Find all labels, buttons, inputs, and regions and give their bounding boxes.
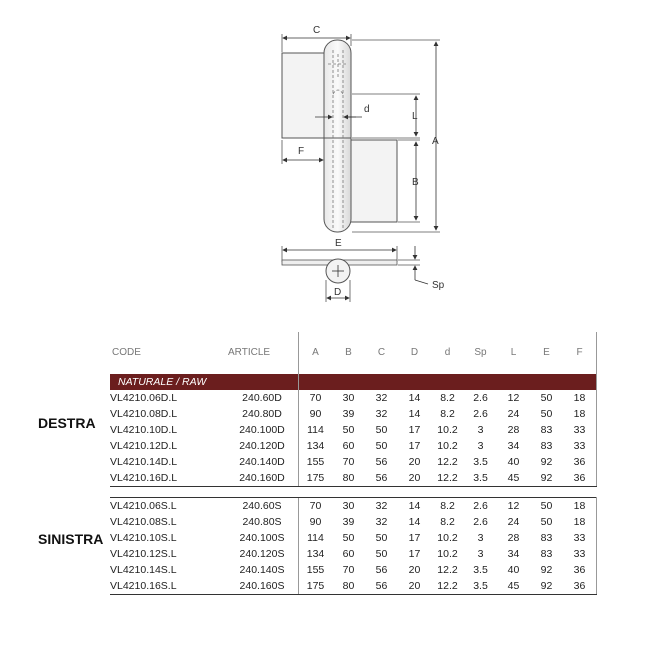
dim-label-c: C (313, 25, 321, 36)
row-value: 80 (332, 470, 365, 487)
row-value: 83 (540, 548, 553, 560)
row-value: 70 (342, 564, 355, 576)
row-value: 12.2 (431, 470, 464, 487)
row-value: 17 (408, 440, 421, 452)
finish-band-row (110, 374, 597, 390)
row-value: 2.6 (464, 498, 497, 515)
row-value: 114 (299, 422, 333, 438)
row-value: 8.2 (440, 516, 455, 528)
row-value: 20 (408, 564, 421, 576)
row-value: 33 (563, 422, 597, 438)
row-value: 12.2 (431, 578, 464, 595)
row-value: 3 (477, 548, 484, 560)
row-code: VL4210.10D.L (110, 424, 178, 436)
row-value: 17 (408, 548, 421, 560)
table-row (110, 406, 597, 422)
row-value: 50 (342, 424, 355, 436)
table-row (110, 390, 597, 406)
band-cell (431, 374, 464, 390)
row-article: 240.80S (242, 516, 282, 528)
row-value: 40 (507, 564, 520, 576)
row-value: 175 (299, 470, 333, 487)
row-article: 240.160D (226, 470, 299, 487)
row-value: 30 (342, 392, 355, 404)
band-cell (398, 374, 431, 390)
row-value: 24 (507, 516, 520, 528)
header-col: C (377, 347, 386, 358)
table-row (110, 562, 597, 578)
header-col: L (510, 347, 517, 358)
band-cell (497, 374, 530, 390)
spacer-cell (110, 487, 597, 498)
table-row (110, 578, 597, 595)
table-row (110, 546, 597, 562)
row-code: VL4210.08S.L (110, 516, 177, 528)
row-value: 56 (375, 564, 388, 576)
spec-table (110, 332, 597, 595)
row-value: 50 (540, 408, 553, 420)
row-value: 20 (408, 456, 421, 468)
row-value: 50 (342, 532, 355, 544)
row-value: 14 (408, 408, 421, 420)
row-value: 3.5 (473, 456, 488, 468)
row-code: VL4210.06D.L (110, 392, 178, 404)
row-value: 8.2 (440, 392, 455, 404)
row-value: 2.6 (473, 516, 488, 528)
row-value: 33 (563, 530, 597, 546)
row-value: 92 (540, 564, 553, 576)
row-value: 56 (375, 456, 388, 468)
band-cell (365, 374, 398, 390)
row-value: 92 (530, 470, 563, 487)
upper-leaf (282, 53, 325, 138)
row-code: VL4210.14D.L (110, 456, 178, 468)
row-article: 240.160S (226, 578, 299, 595)
side-label-destra: DESTRA (38, 415, 96, 431)
dim-label-a: A (432, 136, 439, 147)
row-value: 70 (299, 498, 333, 515)
table-row (110, 422, 597, 438)
row-value: 34 (507, 440, 520, 452)
row-value: 92 (530, 578, 563, 595)
row-value: 30 (332, 498, 365, 515)
row-value: 175 (299, 578, 333, 595)
row-value: 10.2 (437, 440, 458, 452)
row-article: 240.60S (226, 498, 299, 515)
row-article: 240.140D (239, 456, 285, 468)
row-article: 240.80D (242, 408, 282, 420)
row-value: 60 (342, 440, 355, 452)
row-code: VL4210.08D.L (110, 408, 178, 420)
hinge-barrel (324, 40, 351, 232)
row-value: 14 (408, 392, 421, 404)
row-value: 2.6 (473, 408, 488, 420)
row-value: 155 (299, 454, 333, 470)
row-value: 10.2 (437, 424, 458, 436)
header-col: B (345, 347, 352, 358)
row-value: 18 (563, 514, 597, 530)
row-value: 28 (507, 424, 520, 436)
row-value: 3 (477, 532, 484, 544)
row-value: 10.2 (437, 548, 458, 560)
header-col: Sp (474, 347, 487, 358)
row-code: VL4210.16S.L (110, 578, 226, 595)
header-col: A (299, 332, 333, 374)
row-code: VL4210.12D.L (110, 440, 178, 452)
row-article: 240.120S (239, 548, 285, 560)
row-value: 50 (375, 548, 388, 560)
lower-leaf (350, 140, 397, 222)
row-value: 80 (332, 578, 365, 595)
row-value: 60 (342, 548, 355, 560)
row-value: 3.5 (464, 578, 497, 595)
row-value: 14 (398, 498, 431, 515)
row-value: 8.2 (440, 408, 455, 420)
row-value: 8.2 (431, 498, 464, 515)
table-row (110, 438, 597, 454)
header-col: F (563, 332, 597, 374)
row-value: 45 (497, 470, 530, 487)
table-row (110, 530, 597, 546)
row-value: 24 (507, 408, 520, 420)
band-cell (563, 374, 597, 390)
dim-label-f: F (298, 146, 305, 157)
dim-label-d-big: D (334, 287, 342, 298)
row-value: 18 (563, 498, 597, 515)
row-code: VL4210.06S.L (110, 498, 226, 515)
row-article: 240.100D (239, 424, 285, 436)
header-col: d (444, 347, 451, 358)
row-value: 18 (563, 406, 597, 422)
row-value: 3.5 (473, 564, 488, 576)
row-code: VL4210.14S.L (110, 564, 177, 576)
row-value: 50 (530, 498, 563, 515)
row-value: 155 (299, 562, 333, 578)
row-value: 36 (563, 562, 597, 578)
row-value: 36 (563, 470, 597, 487)
row-value: 50 (375, 440, 388, 452)
row-value: 3.5 (464, 470, 497, 487)
row-value: 33 (563, 546, 597, 562)
row-value: 10.2 (437, 532, 458, 544)
row-article: 240.100S (239, 532, 285, 544)
band-cell (464, 374, 497, 390)
row-value: 39 (342, 408, 355, 420)
table-row (110, 454, 597, 470)
row-value: 90 (299, 514, 333, 530)
dim-label-e: E (335, 238, 342, 249)
dim-label-b: B (412, 177, 419, 188)
row-value: 56 (365, 578, 398, 595)
row-value: 134 (299, 546, 333, 562)
row-value: 12.2 (437, 456, 458, 468)
row-value: 3 (477, 440, 484, 452)
table-header-row (110, 332, 597, 374)
row-article: 240.140S (239, 564, 285, 576)
row-value: 92 (540, 456, 553, 468)
row-value: 32 (375, 392, 388, 404)
row-value: 83 (540, 440, 553, 452)
row-code: VL4210.12S.L (110, 548, 177, 560)
row-value: 17 (408, 424, 421, 436)
row-value: 18 (563, 390, 597, 406)
row-article: 240.60D (242, 392, 282, 404)
row-value: 56 (365, 470, 398, 487)
header-article: ARTICLE (228, 347, 271, 358)
table-row (110, 470, 597, 487)
header-col: D (410, 347, 419, 358)
row-value: 45 (497, 578, 530, 595)
hinge-top-view (282, 259, 397, 283)
table-row (110, 514, 597, 530)
row-value: 83 (540, 424, 553, 436)
row-value: 70 (342, 456, 355, 468)
band-cell (299, 374, 333, 390)
row-value: 114 (299, 530, 333, 546)
row-code: VL4210.16D.L (110, 470, 226, 487)
row-value: 36 (563, 578, 597, 595)
row-value: 32 (375, 408, 388, 420)
row-value: 28 (507, 532, 520, 544)
row-value: 83 (540, 532, 553, 544)
row-value: 12.2 (437, 564, 458, 576)
row-value: 12 (507, 392, 520, 404)
row-value: 20 (398, 578, 431, 595)
row-value: 20 (398, 470, 431, 487)
table-row (110, 498, 597, 515)
row-value: 39 (342, 516, 355, 528)
row-value: 70 (299, 390, 333, 406)
row-value: 32 (375, 516, 388, 528)
row-value: 32 (365, 498, 398, 515)
group-spacer (110, 487, 597, 498)
dim-label-sp: Sp (432, 280, 445, 291)
row-value: 40 (507, 456, 520, 468)
row-value: 3 (477, 424, 484, 436)
row-value: 2.6 (473, 392, 488, 404)
side-label-sinistra: SINISTRA (38, 531, 104, 547)
row-value: 134 (299, 438, 333, 454)
header-code: CODE (112, 347, 141, 358)
row-value: 14 (408, 516, 421, 528)
band-cell (332, 374, 365, 390)
row-value: 12 (497, 498, 530, 515)
row-value: 50 (540, 392, 553, 404)
dim-label-d-small: d (364, 104, 370, 115)
row-value: 50 (540, 516, 553, 528)
header-col: E (543, 347, 550, 358)
row-value: 50 (375, 424, 388, 436)
row-value: 90 (299, 406, 333, 422)
row-code: VL4210.10S.L (110, 532, 177, 544)
row-value: 33 (563, 438, 597, 454)
finish-band-label: NATURALE / RAW (110, 374, 226, 390)
row-value: 36 (563, 454, 597, 470)
row-value: 50 (375, 532, 388, 544)
row-value: 17 (408, 532, 421, 544)
dim-label-l: L (412, 111, 418, 122)
row-article: 240.120D (239, 440, 285, 452)
band-cell (530, 374, 563, 390)
band-cell (226, 374, 299, 390)
row-value: 34 (507, 548, 520, 560)
